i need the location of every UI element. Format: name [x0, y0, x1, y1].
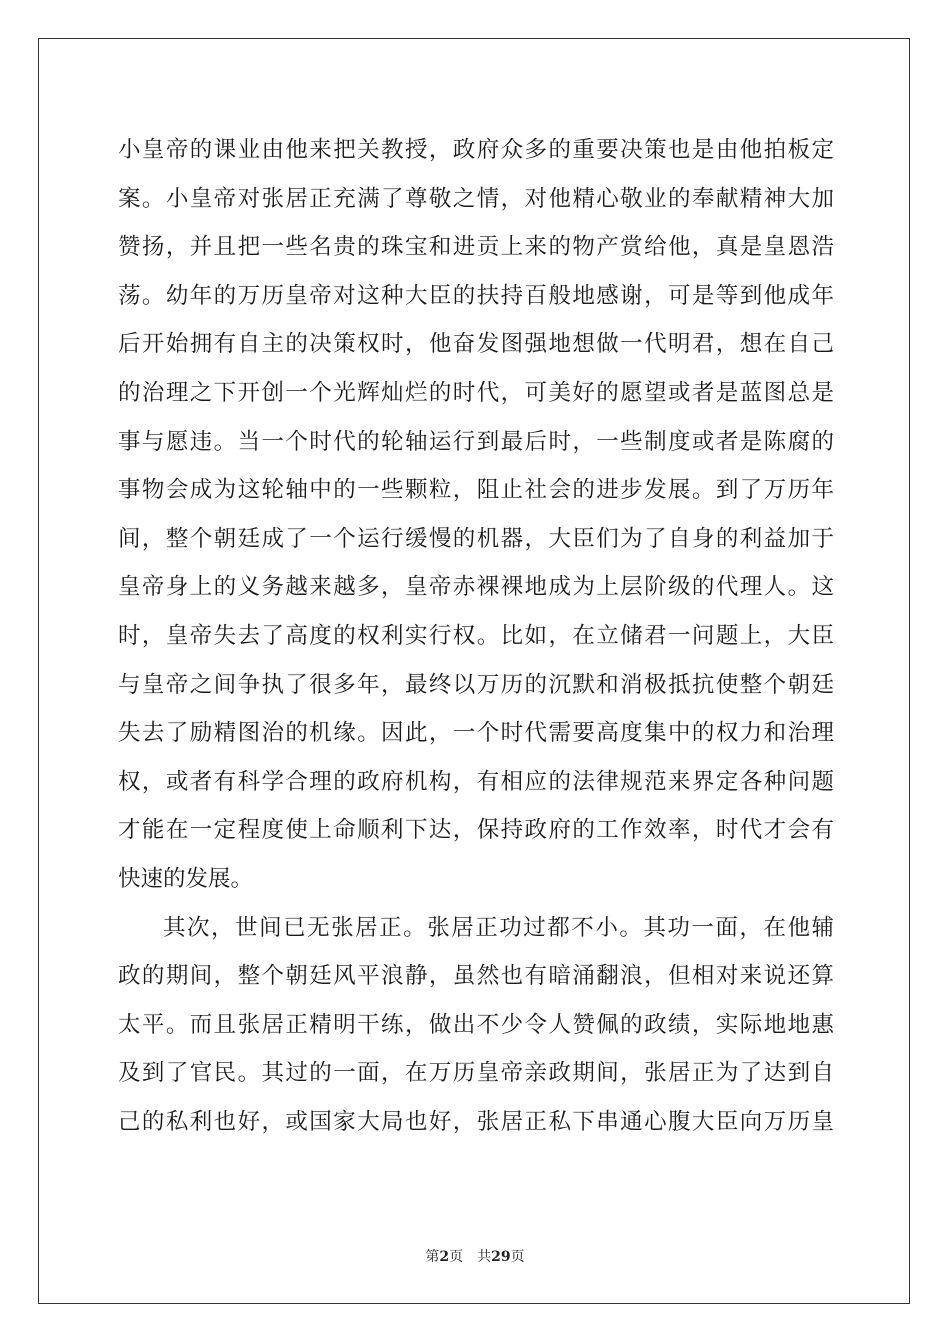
- text-line: 赞扬，并且把一些名贵的珠宝和进贡上来的物产赏给他，真是皇恩浩: [118, 234, 834, 261]
- paragraph-1: [118, 126, 834, 904]
- text-line: 失去了励精图治的机缘。因此，一个时代需要高度集中的权力和治理: [118, 720, 834, 747]
- text-line: 荡。幼年的万历皇帝对这种大臣的扶持百般地感谢，可是等到他成年: [118, 282, 834, 309]
- text-line: 案。小皇帝对张居正充满了尊敬之情，对他精心敬业的奉献精神大加: [118, 185, 834, 212]
- text-line: 与皇帝之间争执了很多年，最终以万历的沉默和消极抵抗使整个朝廷: [118, 671, 834, 698]
- text-line: 时，皇帝失去了高度的权利实行权。比如，在立储君一问题上，大臣: [118, 622, 834, 649]
- text-line: 事与愿违。当一个时代的轮轴运行到最后时，一些制度或者是陈腐的: [118, 428, 834, 455]
- paragraph-2: [118, 904, 834, 1147]
- text-line: 间，整个朝廷成了一个运行缓慢的机器，大臣们为了自身的利益加于: [118, 525, 834, 552]
- page-footer: [0, 1246, 950, 1266]
- total-prefix: 共: [477, 1249, 492, 1265]
- total-suffix: 页: [510, 1249, 525, 1265]
- text-line: 事物会成为这轮轴中的一些颗粒，阻止社会的进步发展。到了万历年: [118, 477, 834, 504]
- text-line: 其次，世间已无张居正。张居正功过都不小。其功一面，在他辅: [163, 914, 834, 941]
- text-line: 小皇帝的课业由他来把关教授，政府众多的重要决策也是由他拍板定: [118, 137, 834, 163]
- text-line: 的治理之下开创一个光辉灿烂的时代，可美好的愿望或者是蓝图总是: [118, 379, 834, 406]
- total-pages: 29: [491, 1249, 511, 1265]
- page-prefix: 第: [425, 1249, 440, 1265]
- text-line: 太平。而且张居正精明干练，做出不少令人赞佩的政绩，实际地地惠: [118, 1011, 834, 1038]
- text-line: 后开始拥有自主的决策权时，他奋发图强地想做一代明君，想在自己: [118, 331, 834, 358]
- text-line: 己的私利也好，或国家大局也好，张居正私下串通心腹大臣向万历皇: [118, 1108, 834, 1135]
- text-line: 及到了官民。其过的一面，在万历皇帝亲政期间，张居正为了达到自: [118, 1060, 834, 1087]
- page-number: 2: [439, 1249, 450, 1265]
- page-suffix: 页: [449, 1249, 464, 1265]
- text-line: 才能在一定程度使上命顺利下达，保持政府的工作效率，时代才会有: [118, 817, 834, 844]
- text-line: 权，或者有科学合理的政府机构，有相应的法律规范来界定各种问题: [118, 768, 834, 795]
- text-line: 快速的发展。: [118, 865, 254, 892]
- text-line: 皇帝身上的义务越来越多，皇帝赤裸裸地成为上层阶级的代理人。这: [118, 574, 834, 601]
- text-line: 政的期间，整个朝廷风平浪静，虽然也有暗涌翻浪，但相对来说还算: [118, 963, 834, 990]
- document-body: [118, 126, 834, 1146]
